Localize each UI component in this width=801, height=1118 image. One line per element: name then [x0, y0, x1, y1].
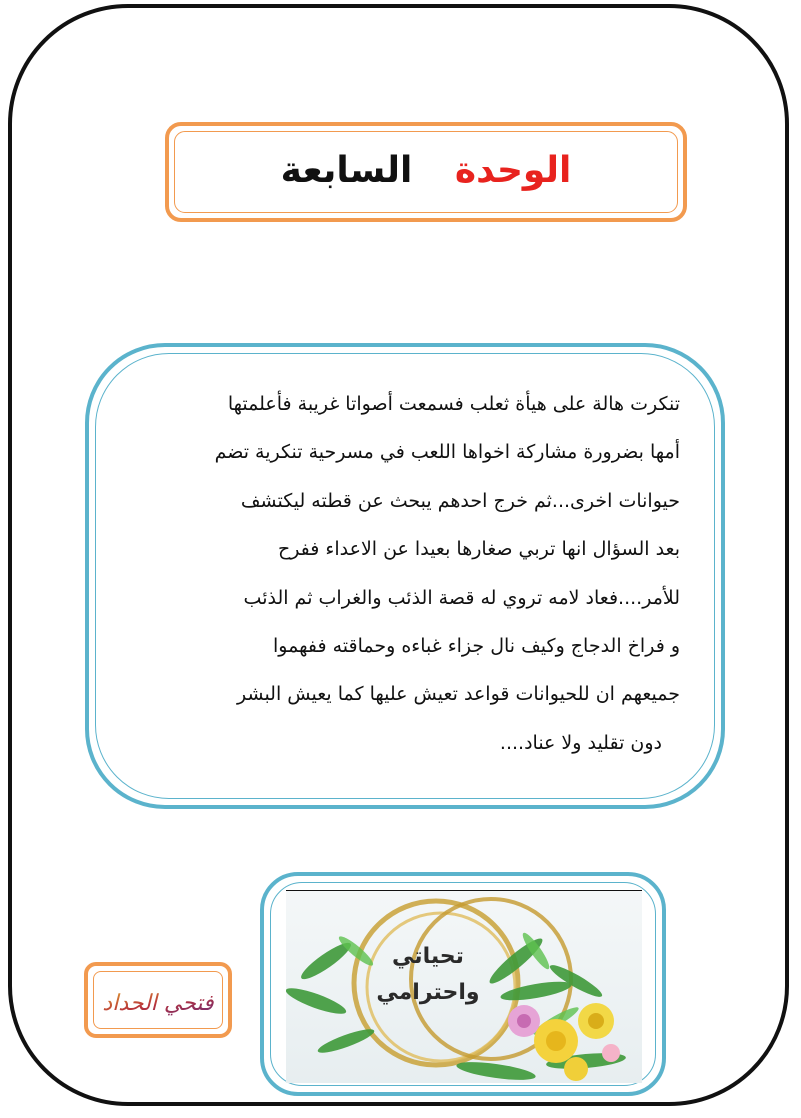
title-word-seventh: السابعة: [280, 150, 413, 191]
title-box: [165, 122, 687, 222]
signature-logo: [92, 976, 224, 1026]
story-line: جميعهم ان للحيوانات قواعد تعيش عليها كما يعيش البشر: [237, 683, 680, 706]
story-line: أمها بضرورة مشاركة اخواها اللعب في مسرحية تنكرية تضم: [214, 441, 680, 464]
greeting-line-1: تحياتي: [392, 944, 464, 969]
title-word-unit: الوحدة: [454, 150, 572, 191]
page-title: [169, 150, 683, 191]
story-line: تنكرت هالة على هيأة ثعلب فسمعت أصواتا غريبة فأعلمتها: [227, 393, 680, 415]
story-line: بعد السؤال انها تربي صغارها بعيدا عن الاعداء ففرح: [277, 538, 680, 561]
signature-text: فتحي الحداد: [102, 991, 214, 1016]
story-text: [130, 380, 680, 767]
greeting-line-2: واحترامي: [376, 980, 480, 1005]
story-line: للأمر....فعاد لامه تروي له قصة الذئب والغراب ثم الذئب: [243, 586, 680, 609]
flower-wreath-icon: [286, 891, 642, 1083]
story-line: حيوانات اخرى...ثم خرج احدهم يبحث عن قطته ليكتشف: [240, 489, 680, 512]
story-line: و فراخ الدجاج وكيف نال جزاء غباءه وحماقته ففهموا: [273, 635, 680, 658]
story-line: دون تقليد ولا عناد....: [499, 731, 662, 754]
flower-wreath-image: [286, 890, 642, 1083]
